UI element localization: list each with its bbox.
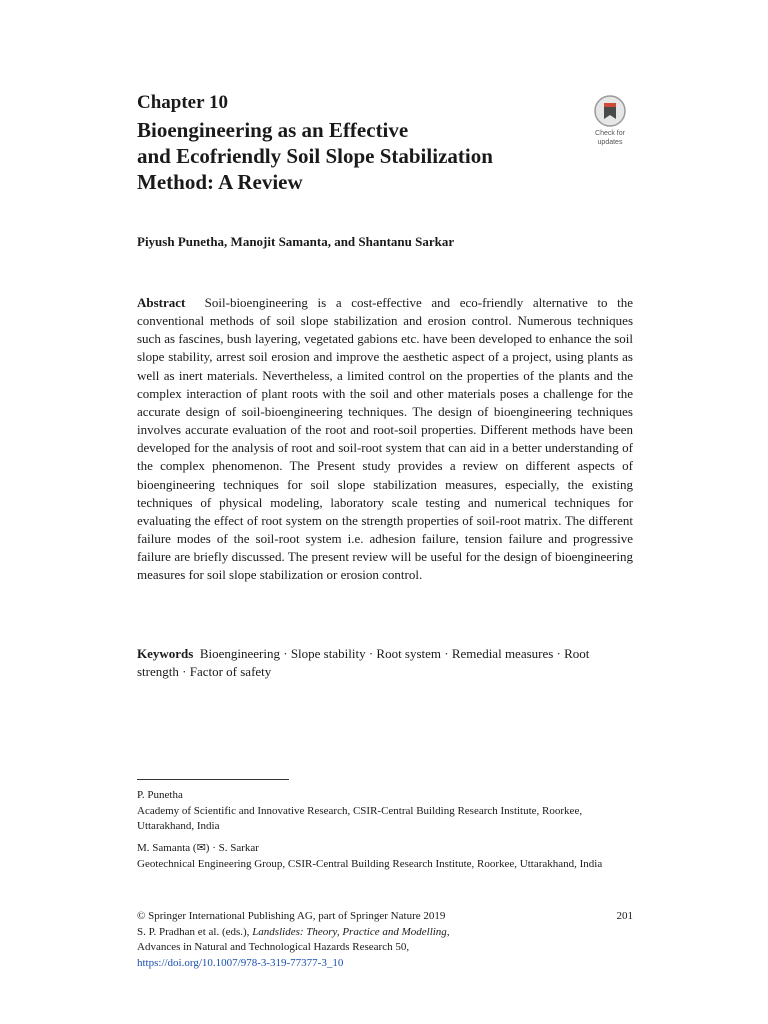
chapter-title <box>137 117 577 195</box>
chapter-label: Chapter 10 <box>137 92 228 113</box>
footnote-divider <box>137 779 289 780</box>
title-line: Bioengineering as an Effective <box>137 118 409 142</box>
title-line: Method: A Review <box>137 170 303 194</box>
editors: S. P. Pradhan et al. (eds.), <box>137 925 250 938</box>
publication-footer <box>137 909 633 971</box>
abstract-text: Soil-bioengineering is a cost-effective and eco-friendly alternative to the conventional methods of soil slope stabilization and erosion control. Numerous techniques such as fascines, bush layering, vegetated gabions etc. have been developed to enhance the soil slope stability, arrest soil erosion and improve the aesthetic aspect of a project, using plants as well as inert materials. Nevertheless, a limited control on the properties of the plants and the complex interaction of plant roots with the soil and other materials poses a challenge for the accurate design of soil-bioengineering techniques. The design of bioengineering techniques involves accurate evaluation of the root and root-soil properties. Different methods have been developed for the analysis of root and soil-root system that can aid in a better understanding of the complex phenomenon. The Present study provides a review on different aspects of bioengineering techniques for soil slope stabilization measures, especially, the existing techniques of physical modeling, laboratory scale testing and numerical techniques for evaluating the effect of root system on the strength properties of soil-root matrix. The different failure modes of the soil-root system i.e. adhesion failure, tension failure and progressive failure are briefly discussed. The present review will be useful for the design of bioengineering measures for soil slope stabilization or erosion control. <box>137 295 634 583</box>
affiliation-institution: Academy of Scientific and Innovative Research, CSIR-Central Building Research Institute, Roorkee, Uttarakhand, India <box>137 804 583 832</box>
book-title: Landslides: Theory, Practice and Modelling <box>252 925 447 938</box>
doi-link[interactable]: https://doi.org/10.1007/978-3-319-77377-3_10 <box>137 956 344 969</box>
authors: Piyush Punetha, Manojit Samanta, and Shantanu Sarkar <box>137 234 455 249</box>
keywords <box>137 645 633 681</box>
check-for-updates-badge[interactable] <box>589 94 631 146</box>
keywords-text: Bioengineering · Slope stability · Root system · Remedial measures · Root strength · Factor of safety <box>137 646 590 679</box>
series: Advances in Natural and Technological Hazards Research 50, <box>137 941 410 953</box>
check-updates-icon <box>593 94 627 128</box>
affiliation-1 <box>137 788 633 835</box>
affiliation-names: P. Punetha <box>137 789 183 801</box>
abstract <box>137 294 633 585</box>
badge-line1: Check for <box>595 130 625 137</box>
affiliation-2 <box>137 841 633 872</box>
page-number: 201 <box>616 910 633 922</box>
copyright: © Springer International Publishing AG, part of Springer Nature 2019 <box>137 910 446 922</box>
badge-line2: updates <box>597 139 623 146</box>
affiliation-names: M. Samanta (✉) · S. Sarkar <box>137 842 259 854</box>
keywords-label: Keywords <box>137 646 194 661</box>
affiliation-institution: Geotechnical Engineering Group, CSIR-Central Building Research Institute, Roorkee, Uttarakhand, India <box>137 857 603 870</box>
abstract-label: Abstract <box>137 295 186 310</box>
citation-line: S. P. Pradhan et al. (eds.), Landslides: Theory, Practice and Modelling, <box>137 925 450 938</box>
title-line: and Ecofriendly Soil Slope Stabilization <box>137 144 493 168</box>
